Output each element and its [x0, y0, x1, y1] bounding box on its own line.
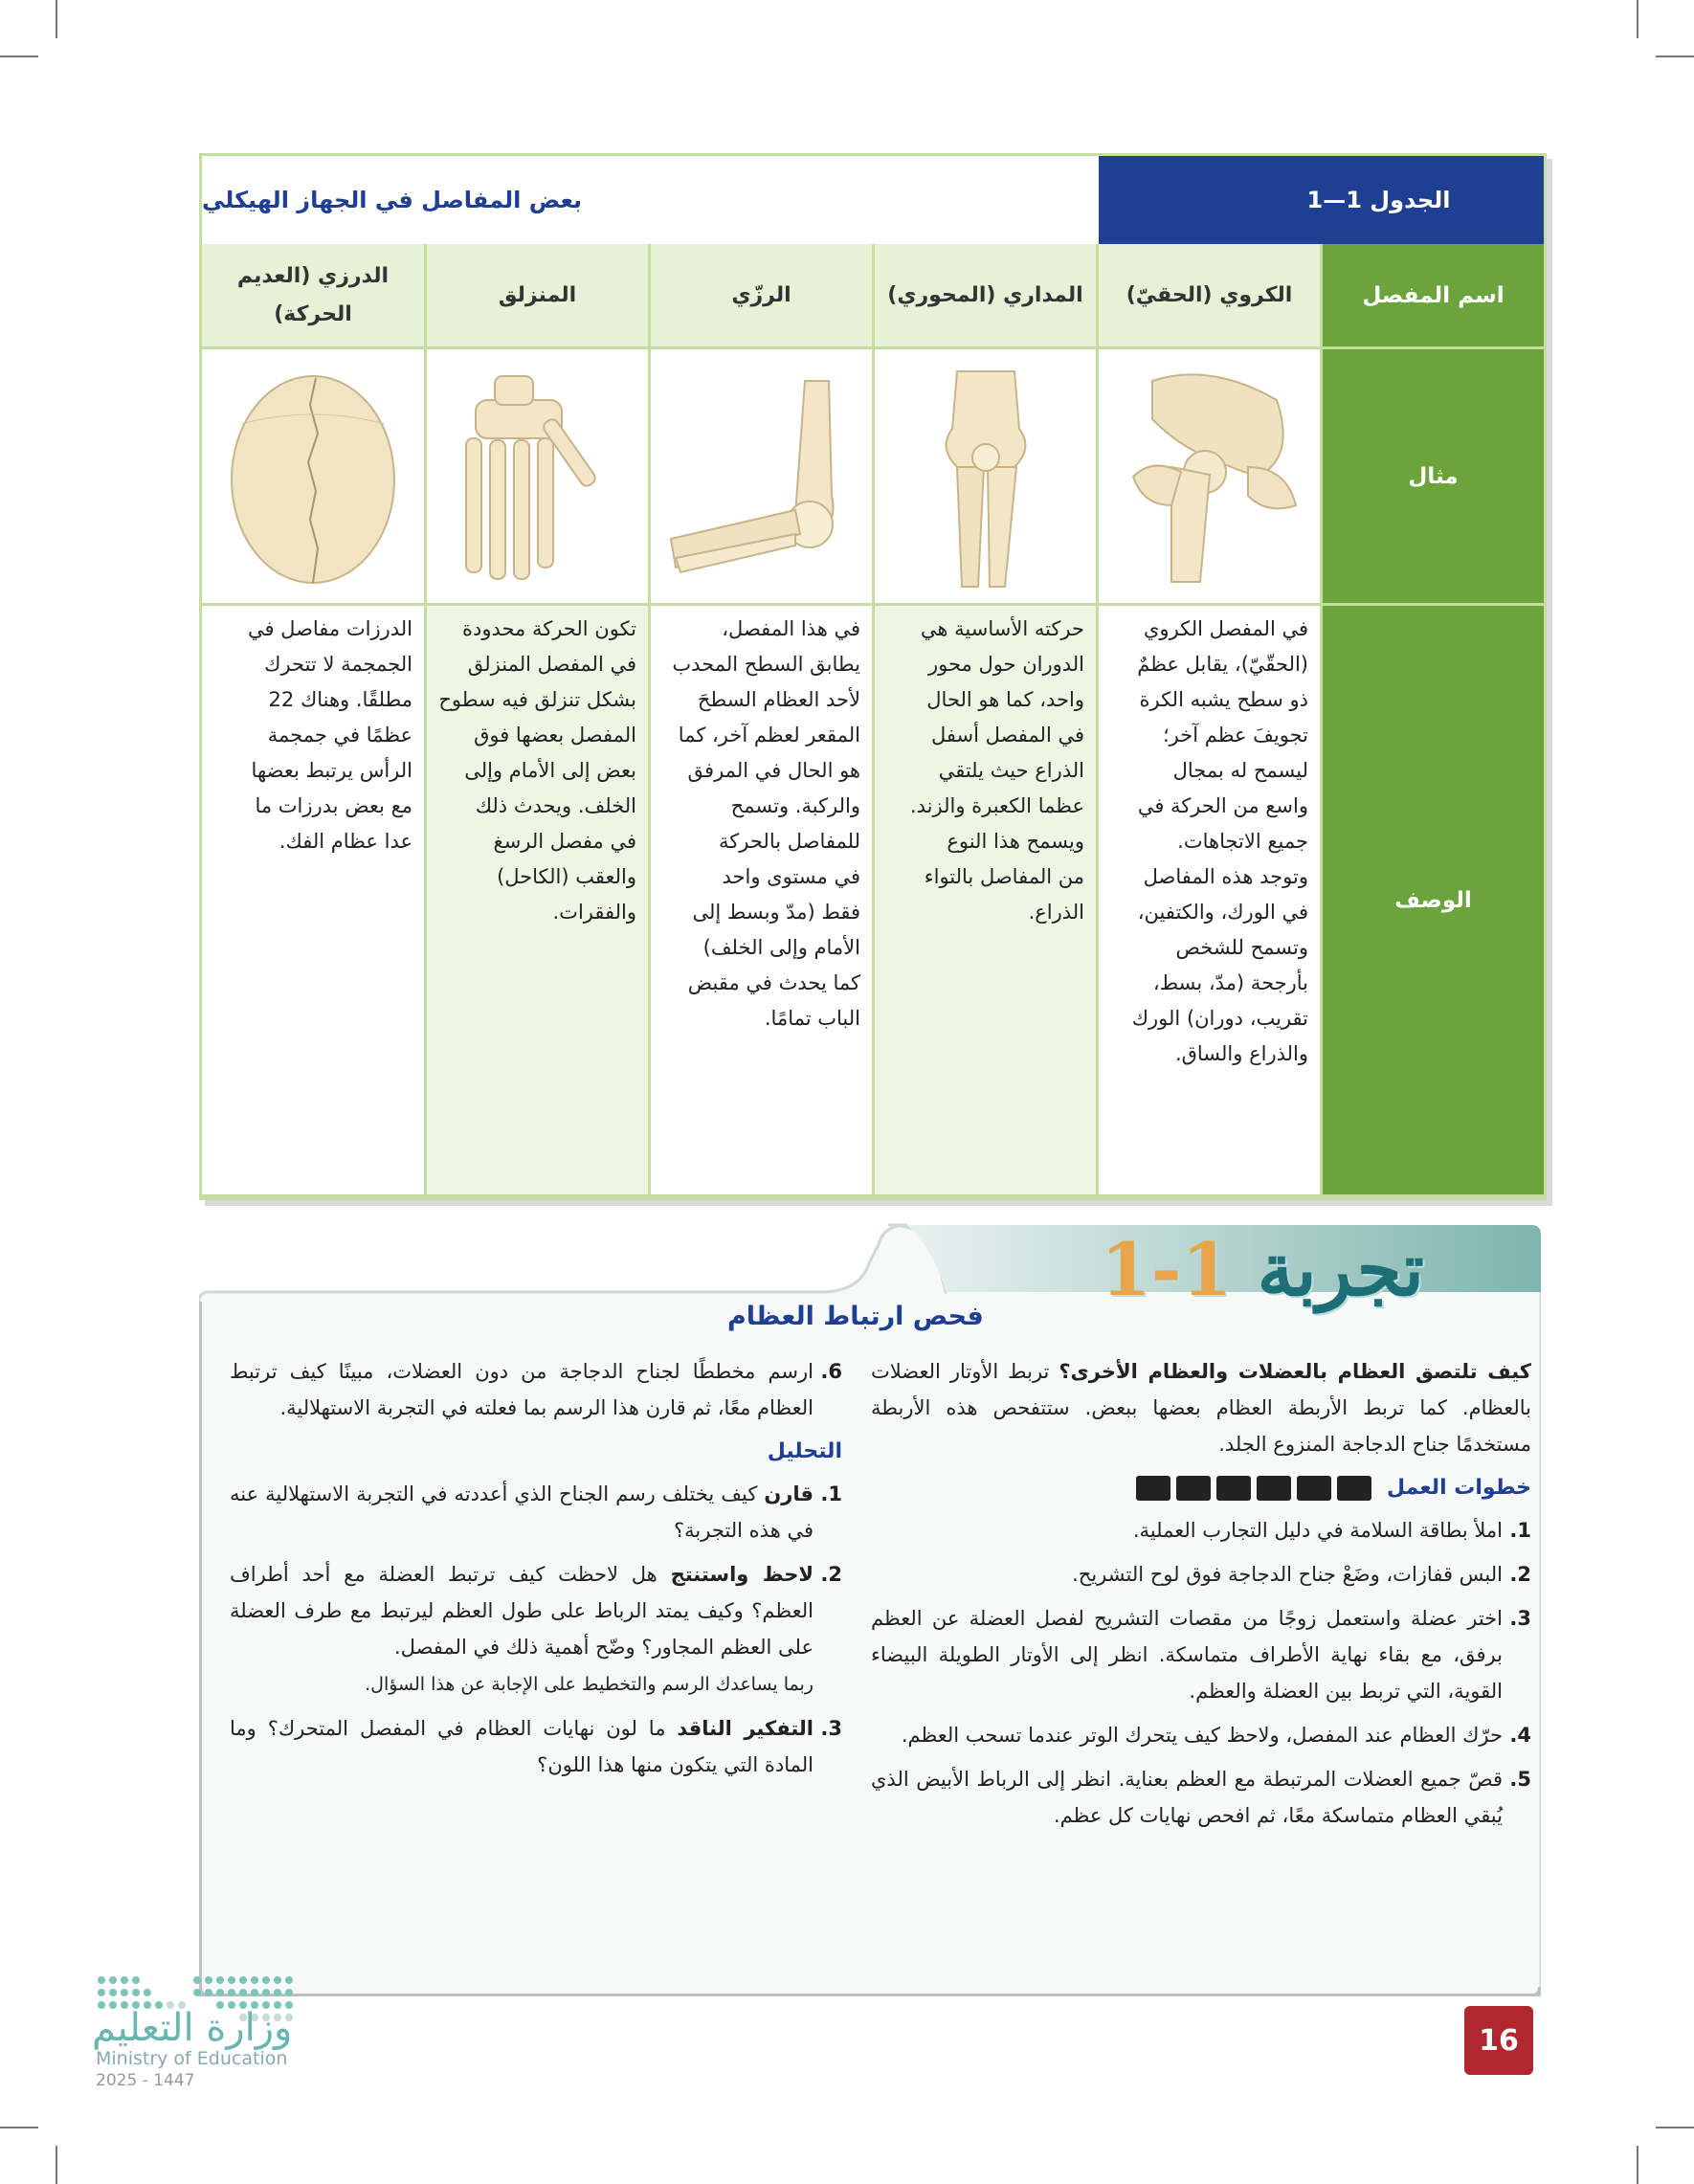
col-header-ball-socket: الكروي (الحقيّ) — [1096, 244, 1320, 349]
table-label: الجدول 1—1 — [1099, 156, 1544, 244]
desc-suture: الدرزات مفاصل في الجمجمة لا تتحرك مطلقًا. وهناك 22 عظمًا في جمجمة الرأس يرتبط بعضها مع بعض بدرزات ما عدا عظام الفك. — [202, 606, 424, 1197]
table-title: بعض المفاصل في الجهاز الهيكلي — [202, 187, 583, 213]
crop-mark — [1637, 0, 1638, 38]
procedure-heading: خطوات العمل — [871, 1470, 1531, 1506]
analysis-item: 1. قارن كيف يختلف رسم الجناح الذي أعددته في التجربة الاستهلالية عنه في هذه التجربة؟ — [230, 1482, 842, 1542]
hand-gliding-illustration — [424, 349, 648, 606]
crop-mark — [1637, 2146, 1638, 2184]
experiment-number: 1-1 — [1101, 1227, 1233, 1312]
experiment-intro: كيف تلتصق العظام بالعضلات والعظام الأخرى؟ تربط الأوتار العضلات بالعظام. كما تربط الأربطة العظام بعضها ببعض. ستتفحص هذه الأربطة مستخدمًا جناح الدجاجة المنزوع الجلد. — [871, 1360, 1532, 1456]
crop-mark — [1656, 56, 1694, 57]
hand-wash-icon — [1136, 1476, 1170, 1501]
experiment-title — [1101, 1227, 1424, 1312]
step-item: 6. ارسم مخططًا لجناح الدجاجة من دون العضلات، مبينًا كيف ترتبط العظام معًا، ثم قارن هذا الرسم بما فعلته في التجربة الاستهلالية. — [230, 1360, 842, 1419]
analysis-heading: التحليل — [767, 1439, 842, 1463]
joints-table — [199, 153, 1547, 1200]
goggles-icon — [1337, 1476, 1371, 1501]
step-item: 2. البس قفازات، وضَعْ جناح الدجاجة فوق لوح التشريح. — [1072, 1563, 1531, 1586]
experiment-left-column — [230, 1353, 842, 1791]
table-header — [202, 156, 1544, 244]
step-item: 5. قصّ جميع العضلات المرتبطة مع العظم بعناية. انظر إلى الرباط الأبيض الذي يُبقي العظام متماسكة معًا، ثم افحص نهايات كل عظم. — [871, 1768, 1531, 1827]
page-number: 16 — [1464, 2006, 1533, 2075]
safety-icons — [1136, 1476, 1371, 1501]
elbow-hinge-illustration — [648, 349, 872, 606]
col-header-pivot: المداري (المحوري) — [872, 244, 1096, 349]
step-item: 3. اختر عضلة واستعمل زوجًا من مقصات التشريح لفصل العضلة عن العظم برفق، مع بقاء نهاية الأطراف متماسكة. انظر إلى الأوتار الطويلة البيضاء القوية، التي تربط بين العضلة والعظم. — [871, 1607, 1531, 1703]
analysis-item: 2. لاحظ واستنتج هل لاحظت كيف ترتبط العضلة مع أحد أطراف العظم؟ وكيف يمتد الرباط على طول العظم ليرتبط مع طرف العضلة على العظم المجاور؟ وضّح أهمية ذلك في المفصل. ربما يساعدك الرسم والتخطيط على الإجابة عن هذا السؤال. — [230, 1563, 842, 1695]
ministry-name-arabic: وزارة التعليم — [92, 2006, 293, 2050]
desc-hinge: في هذا المفصل، يطابق السطح المحدب لأحد العظام السطحَ المقعر لعظم آخر، كما هو الحال في المرفق والركبة. وتسمح للمفاصل بالحركة في مستوى واحد فقط (مدّ وبسط إلى الأمام وإلى الخلف) كما يحدث في مقبض الباب تمامًا. — [648, 606, 872, 1197]
col-header-gliding: المنزلق — [424, 244, 648, 349]
hip-joint-illustration — [1096, 349, 1320, 606]
step-item: 4. حرّك العظام عند المفصل، ولاحظ كيف يتحرك الوتر عندما تسحب العظم. — [901, 1724, 1531, 1747]
desc-pivot: حركته الأساسية هي الدوران حول محور واحد، كما هو الحال في المفصل أسفل الذراع حيث يلتقي عظما الكعبرة والزند. ويسمح هذا النوع من المفاصل بالتواء الذراع. — [872, 606, 1096, 1197]
row-header-example: مثال — [1320, 349, 1544, 606]
crop-mark — [56, 2146, 57, 2184]
crop-mark — [0, 56, 38, 57]
analysis-item: 3. التفكير الناقد ما لون نهايات العظام في المفصل المتحرك؟ وما المادة التي يتكون منها هذا اللون؟ — [230, 1717, 842, 1776]
biohazard-icon — [1216, 1476, 1251, 1501]
row-header-name: اسم المفصل — [1320, 244, 1544, 349]
crop-mark — [0, 2127, 38, 2128]
step-item: 1. املأ بطاقة السلامة في دليل التجارب العملية. — [1132, 1519, 1531, 1542]
row-header-description: الوصف — [1320, 606, 1544, 1197]
crop-mark — [56, 0, 57, 38]
experiment-title-word: تجربة — [1257, 1227, 1424, 1312]
academic-year: 2025 - 1447 — [96, 2071, 195, 2090]
fire-safety-icon — [1257, 1476, 1291, 1501]
lab-coat-icon — [1297, 1476, 1331, 1501]
col-header-suture: الدرزي (العديم الحركة) — [202, 244, 424, 349]
col-header-hinge: الرزّي — [648, 244, 872, 349]
sharp-object-icon — [1176, 1476, 1211, 1501]
desc-ball-socket: في المفصل الكروي (الحقّيّ)، يقابل عظمٌ ذو سطح يشبه الكرة تجويفَ عظم آخر؛ ليسمح له بمجال واسع من الحركة في جميع الاتجاهات. وتوجد هذه المفاصل في الورك، والكتفين، وتسمح للشخص بأرجحة (مدّ، بسط، تقريب، دوران) الورك والذراع والساق. — [1096, 606, 1320, 1197]
crop-mark — [1656, 2127, 1694, 2128]
skull-suture-illustration — [202, 349, 424, 606]
ministry-name-english: Ministry of Education — [96, 2048, 288, 2069]
table-grid — [202, 244, 1544, 1197]
elbow-pivot-illustration — [872, 349, 1096, 606]
experiment-subtitle: فحص ارتباط العظام — [727, 1302, 984, 1331]
experiment-right-column — [871, 1353, 1531, 1841]
desc-gliding: تكون الحركة محدودة في المفصل المنزلق بشكل تنزلق فيه سطوح المفصل بعضها فوق بعض إلى الأمام وإلى الخلف. ويحدث ذلك في مفصل الرسغ والعقب (الكاحل) والفقرات. — [424, 606, 648, 1197]
